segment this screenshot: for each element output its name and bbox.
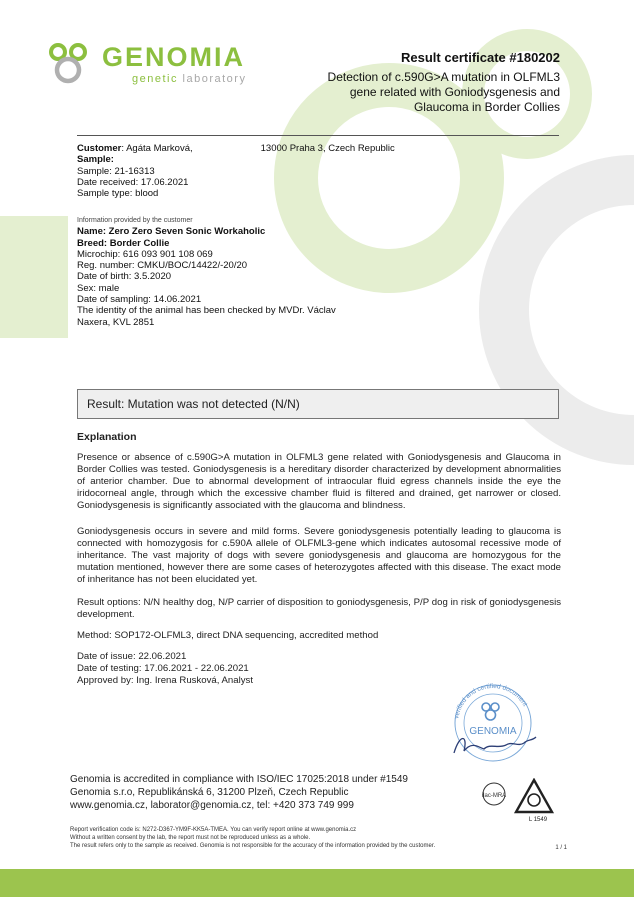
date-of-sampling: Date of sampling: 14.06.2021 <box>77 294 202 306</box>
accreditation-line: Genomia is accredited in compliance with ISO/IEC 17025:2018 under #1549 <box>70 774 408 785</box>
brand-subtitle <box>132 73 246 85</box>
brand-name: GENOMIA <box>102 42 246 72</box>
subtitle-line: Detection of c.590G>A mutation in OLFML3 <box>327 70 560 84</box>
explanation-heading: Explanation <box>77 431 137 443</box>
animal-sex: Sex: male <box>77 282 120 294</box>
animal-name: Name: Zero Zero Seven Sonic Workaholic <box>77 226 266 238</box>
footer-accreditation <box>70 773 408 812</box>
date-received: Date received: 17.06.2021 <box>77 176 189 188</box>
company-contact: www.genomia.cz, laborator@genomia.cz, tel: +420 373 749 999 <box>70 800 354 811</box>
result-options: Result options: N/N healthy dog, N/P carrier of disposition to goniodysgenesis, P/P dog in risk of goniodysgenesis development. <box>77 597 561 620</box>
brand-sub-grey: laboratory <box>177 73 247 85</box>
subtitle-line: Glaucoma in Border Collies <box>413 100 560 114</box>
brand-sub-green: genetic <box>132 73 178 85</box>
svg-text:verified and certified documen <box>453 683 528 719</box>
customer-label: Customer <box>77 143 122 154</box>
company-address: Genomia s.r.o, Republikánská 6, 31200 Plzeň, Czech Republic <box>70 787 349 798</box>
certificate-title: Result certificate #180202 <box>401 50 560 65</box>
issue-testing-block <box>77 651 561 687</box>
result-box: Result: Mutation was not detected (N/N) <box>77 389 559 419</box>
animal-reg-number: Reg. number: CMKU/BOC/14422/-20/20 <box>77 260 248 272</box>
page-number: 1 / 1 <box>555 845 567 851</box>
subtitle-line: gene related with Goniodysgenesis and <box>349 85 560 99</box>
date-of-issue: Date of issue: 22.06.2021 <box>77 651 187 662</box>
certified-stamp <box>438 683 548 763</box>
identity-check: The identity of the animal has been checked by MVDr. Václav <box>77 305 336 317</box>
customer-address: 13000 Praha 3, Czech Republic <box>260 143 395 154</box>
animal-dob: Date of birth: 3.5.2020 <box>77 271 172 283</box>
verification-code: Report verification code is: N272-D367-YM9F-KK5A-TMEA. You can verify report online at www.genomia.cz <box>70 827 357 833</box>
customer-sample-block <box>77 143 395 199</box>
cai-label: L 1549 <box>528 817 548 822</box>
certificate-subtitle <box>300 70 560 115</box>
footer-bar <box>0 869 634 897</box>
accreditation-logos <box>476 778 566 822</box>
sample-id: Sample: 21-16313 <box>77 165 155 177</box>
stamp-brand: GENOMIA <box>469 726 517 737</box>
customer-line <box>77 143 395 154</box>
footer-fine-print <box>70 826 435 850</box>
animal-block <box>77 215 336 328</box>
approved-by: Approved by: Ing. Irena Rusková, Analyst <box>77 674 253 686</box>
customer-name: : Agáta Marková, <box>121 143 193 154</box>
animal-breed: Breed: Border Collie <box>77 237 170 249</box>
stamp-ring-text: verified and certified document <box>453 683 529 720</box>
customer-info-note: Information provided by the customer <box>77 217 193 224</box>
reproduction-note: Without a written consent by the lab, the report must not be reproduced unless as a whole. <box>70 835 311 841</box>
genomia-logo <box>46 42 276 86</box>
ilac-logo: ilac-MRA <box>481 793 507 799</box>
method: Method: SOP172-OLFML3, direct DNA sequencing, accredited method <box>77 630 379 641</box>
sample-heading: Sample: <box>77 154 114 166</box>
identity-check-cont: Naxera, KVL 2851 <box>77 316 155 328</box>
explanation-paragraph-1: Presence or absence of c.590G>A mutation in OLFML3 gene related with Goniodysgenesis and Glaucoma in Border Collies was tested. Goniodysgenesis is a hereditary disorder characterized by development abnormalities of anterior chamber. Due to abnormal development of intraocular fluid egress channels inside the eye the iridocorneal angle, through which the excessive chamber fluid is filtered and drained, get narrower or closed. Goniodysgenesis is significantly associated with the glaucoma and blindness. <box>77 452 561 511</box>
header-divider <box>77 135 559 136</box>
sample-type: Sample type: blood <box>77 188 159 200</box>
disclaimer: The result refers only to the sample as received. Genomia is not responsible for the accuracy of the information provided by the customer. <box>70 843 436 849</box>
animal-microchip: Microchip: 616 093 901 108 069 <box>77 248 213 260</box>
logo-circles-icon <box>46 42 100 86</box>
explanation-paragraph-2: Goniodysgenesis occurs in severe and mild forms. Severe goniodysgenesis potentially leading to glaucoma is connected with homozygosis for c.590A allele of OLFML3-gene which indicates autosomal recessive mode of inheritance. The vast majority of dogs with severe goniodysgenesis and glaucoma are homozygous for the mutation mentioned, however there are some cases of heterozygotes affected with this disease. The exact mode of inheritance has not been elucidated yet. <box>77 526 561 585</box>
date-of-testing: Date of testing: 17.06.2021 - 22.06.2021 <box>77 662 249 674</box>
